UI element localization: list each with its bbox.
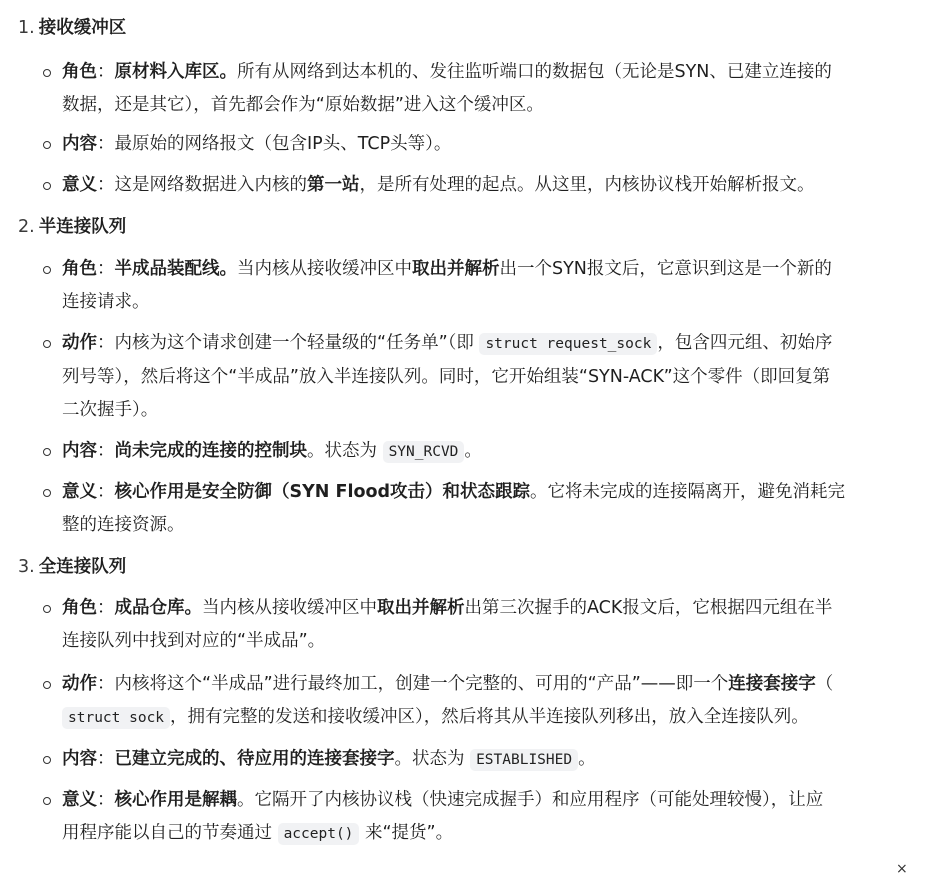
text-run: ： — [97, 333, 115, 353]
bold-text: 动作 — [62, 674, 97, 694]
text-run: ： — [97, 259, 115, 279]
bold-text: 成品仓库。 — [114, 598, 202, 618]
bullet-icon — [43, 182, 51, 190]
text-run: 出一个SYN报文后，它意识到这是一个新的 — [499, 259, 832, 279]
bold-text: 连接套接字 — [728, 674, 816, 694]
inline-code: SYN_RCVD — [383, 441, 465, 463]
text-run: 用程序能以自己的节奏通过 — [62, 823, 278, 843]
bold-text: 已建立完成的、待应用的连接套接字 — [114, 749, 395, 769]
text-run: ，拥有完整的发送和接收缓冲区），然后将其从半连接队列移出，放入全连接队列。 — [170, 707, 809, 727]
bullet-icon — [43, 797, 51, 805]
bold-text: 角色 — [62, 598, 97, 618]
section-title-text: 接收缓冲区 — [38, 18, 127, 38]
bullet-icon — [43, 756, 51, 764]
inline-code: struct request_sock — [479, 333, 657, 355]
text-run: 出第三次握手的ACK报文后，它根据四元组在半 — [464, 598, 833, 618]
bold-text: 第一站 — [307, 175, 360, 195]
text-run: ： — [97, 790, 115, 810]
text-run: 二次握手）。 — [62, 400, 159, 420]
bold-text: 核心作用是解耦 — [114, 790, 237, 810]
text-run: ： — [97, 598, 115, 618]
text-run: 这是网络数据进入内核的 — [114, 175, 307, 195]
list-item — [62, 435, 914, 469]
bullet-icon — [43, 448, 51, 456]
bold-text: 内容 — [62, 441, 97, 461]
section-title-text: 半连接队列 — [38, 217, 127, 237]
bold-text: 半成品装配线。 — [114, 259, 237, 279]
bold-text: 原材料入库区。 — [114, 62, 237, 82]
text-run: 所有从网络到达本机的、发往监听端口的数据包（无论是SYN、已建立连接的 — [237, 62, 832, 82]
text-run: 最原始的网络报文（包含IP头、TCP头等）。 — [114, 134, 452, 154]
text-run: （ — [815, 674, 834, 694]
text-run: ： — [97, 482, 115, 502]
text-run: 。 — [578, 749, 596, 769]
text-run: ： — [97, 134, 115, 154]
inline-code: struct sock — [62, 707, 170, 729]
bullet-icon — [43, 340, 51, 348]
bold-text: 角色 — [62, 259, 97, 279]
text-run: 来“提货”。 — [359, 823, 454, 843]
bullet-icon — [43, 141, 51, 149]
bullet-icon — [43, 69, 51, 77]
bullet-icon — [43, 605, 51, 613]
section-title: 3. 全连接队列 — [18, 557, 127, 577]
text-run: 。状态为 — [307, 441, 383, 461]
text-run: 。它隔开了内核协议栈（快速完成握手）和应用程序（可能处理较慢），让应 — [237, 790, 824, 810]
bullet-icon — [43, 681, 51, 689]
list-item — [62, 253, 914, 319]
close-icon[interactable]: × — [896, 861, 908, 877]
text-run: ，是所有处理的起点。从这里，内核协议栈开始解析报文。 — [359, 175, 815, 195]
bold-text: 意义 — [62, 175, 97, 195]
list-item — [62, 476, 914, 542]
section-title-text: 全连接队列 — [38, 557, 127, 577]
bold-text: 取出并解析 — [377, 598, 465, 618]
section-title: 2. 半连接队列 — [18, 217, 127, 237]
text-run: ： — [97, 674, 115, 694]
list-item — [62, 128, 914, 161]
text-run: 数据，还是其它），首先都会作为“原始数据”进入这个缓冲区。 — [62, 95, 544, 115]
bold-text: 尚未完成的连接的控制块 — [114, 441, 307, 461]
text-run: 连接队列中找到对应的“半成品”。 — [62, 631, 326, 651]
bullet-icon — [43, 489, 51, 497]
list-item — [62, 327, 914, 427]
list-item — [62, 169, 914, 202]
bold-text: 核心作用是安全防御（SYN Flood攻击）和状态跟踪 — [114, 482, 531, 502]
bold-text: 角色 — [62, 62, 97, 82]
text-run: 。状态为 — [394, 749, 471, 769]
inline-code: ESTABLISHED — [470, 749, 578, 771]
text-run: 。 — [464, 441, 482, 461]
list-item — [62, 668, 914, 735]
section-title: 1. 接收缓冲区 — [18, 18, 127, 38]
text-run: ： — [97, 441, 115, 461]
bold-text: 取出并解析 — [412, 259, 500, 279]
bold-text: 内容 — [62, 134, 97, 154]
text-run: ，包含四元组、初始序 — [657, 333, 833, 353]
list-item — [62, 784, 914, 851]
text-run: ： — [97, 62, 115, 82]
text-run: 内核将这个“半成品”进行最终加工，创建一个完整的、可用的“产品”——即一个 — [114, 674, 729, 694]
bold-text: 意义 — [62, 790, 97, 810]
bold-text: 意义 — [62, 482, 97, 502]
text-run: 当内核从接收缓冲区中 — [202, 598, 377, 618]
text-run: ： — [97, 175, 115, 195]
list-item — [62, 592, 914, 658]
list-item — [62, 56, 914, 122]
text-run: ： — [97, 749, 115, 769]
text-run: 整的连接资源。 — [62, 515, 185, 535]
text-run: 内核为这个请求创建一个轻量级的“任务单”（即 — [114, 333, 480, 353]
bold-text: 动作 — [62, 333, 97, 353]
text-run: 连接请求。 — [62, 292, 150, 312]
bold-text: 内容 — [62, 749, 97, 769]
text-run: 。它将未完成的连接隔离开，避免消耗完 — [530, 482, 846, 502]
bullet-icon — [43, 266, 51, 274]
list-item — [62, 743, 914, 777]
inline-code: accept() — [278, 823, 360, 845]
text-run: 当内核从接收缓冲区中 — [237, 259, 412, 279]
text-run: 列号等），然后将这个“半成品”放入半连接队列。同时，它开始组装“SYN-ACK”这个零件（即回复第 — [62, 367, 831, 387]
